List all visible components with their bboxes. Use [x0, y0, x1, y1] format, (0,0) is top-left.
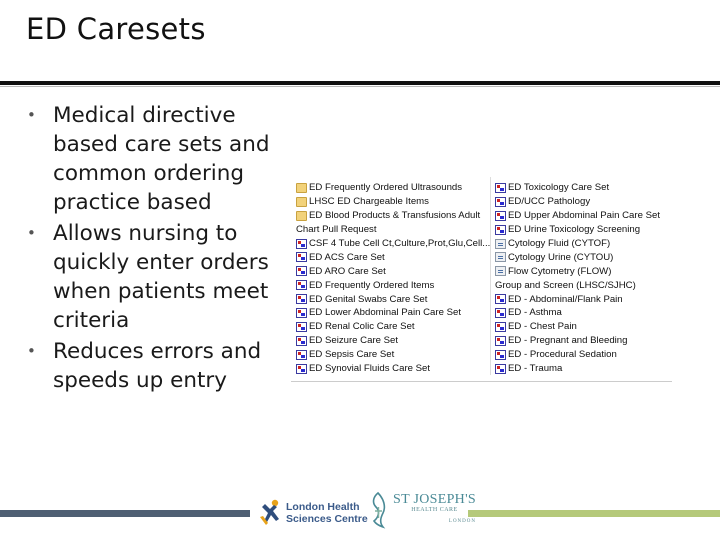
bullet-text: Medical directive based care sets and common ordering practice based	[53, 103, 270, 215]
careset-icon	[296, 322, 307, 332]
careset-item-label: ED Genital Swabs Care Set	[309, 293, 428, 305]
careset-item[interactable]	[296, 334, 490, 348]
careset-item[interactable]	[495, 223, 671, 237]
careset-item-label: ED - Trauma	[508, 363, 563, 375]
careset-item-label: LHSC ED Chargeable Items	[309, 196, 429, 208]
bullet-dot-icon: •	[27, 342, 36, 360]
careset-icon	[495, 211, 506, 221]
careset-item-label: ED Renal Colic Care Set	[309, 321, 415, 333]
careset-icon	[296, 252, 307, 262]
sjhc-logo	[367, 490, 476, 530]
careset-item[interactable]	[296, 320, 490, 334]
sjhc-figure-icon	[367, 491, 389, 529]
careset-item[interactable]	[495, 320, 671, 334]
careset-item-label: ED - Procedural Sedation	[508, 349, 617, 361]
careset-icon	[296, 350, 307, 360]
careset-item[interactable]	[296, 223, 490, 237]
careset-icon	[495, 336, 506, 346]
careset-item-label: Chart Pull Request	[296, 224, 377, 236]
careset-list-right	[495, 181, 671, 375]
bullet-list	[24, 101, 294, 397]
careset-item[interactable]	[296, 250, 490, 264]
careset-icon	[495, 225, 506, 235]
careset-item-label: ED ACS Care Set	[309, 251, 385, 263]
careset-item-label: ED - Pregnant and Bleeding	[508, 335, 628, 347]
careset-item-label: ED - Asthma	[508, 307, 562, 319]
careset-item[interactable]	[495, 237, 671, 251]
careset-item[interactable]	[296, 278, 490, 292]
careset-item-label: ED Lower Abdominal Pain Care Set	[309, 307, 461, 319]
careset-item-label: ED Toxicology Care Set	[508, 182, 610, 194]
careset-icon	[296, 308, 307, 318]
careset-icon	[495, 308, 506, 318]
careset-item-label: ED Seizure Care Set	[309, 335, 399, 347]
bullet-item	[24, 219, 294, 335]
order-icon	[495, 252, 506, 262]
careset-item[interactable]	[495, 362, 671, 376]
careset-icon	[495, 294, 506, 304]
sjhc-wordmark	[393, 491, 476, 527]
careset-item[interactable]	[296, 209, 490, 223]
careset-icon	[296, 239, 307, 249]
careset-item[interactable]	[495, 264, 671, 278]
careset-icon	[495, 322, 506, 332]
bullet-text: Reduces errors and speeds up entry	[53, 339, 262, 393]
careset-item[interactable]	[495, 278, 671, 292]
careset-item[interactable]	[495, 250, 671, 264]
careset-icon	[296, 336, 307, 346]
careset-item[interactable]	[296, 237, 490, 251]
careset-item[interactable]	[296, 292, 490, 306]
careset-item-label: ED ARO Care Set	[309, 265, 386, 277]
bullet-item	[24, 101, 294, 217]
order-icon	[495, 266, 506, 276]
careset-item[interactable]	[296, 306, 490, 320]
bullet-dot-icon: •	[27, 224, 36, 242]
careset-icon	[296, 294, 307, 304]
folder-icon	[296, 211, 307, 221]
title-underline-thin	[0, 86, 720, 87]
careset-icon	[495, 350, 506, 360]
footer-bar-left	[0, 510, 250, 517]
careset-item-label: Cytology Urine (CYTOU)	[508, 251, 614, 263]
caresets-screenshot-panel	[291, 177, 672, 382]
order-icon	[495, 239, 506, 249]
careset-item-label: ED Upper Abdominal Pain Care Set	[508, 210, 660, 222]
careset-item-label: ED/UCC Pathology	[508, 196, 591, 208]
sjhc-city: LONDON	[448, 518, 476, 524]
lhsc-figure-icon	[258, 499, 282, 527]
careset-item-label: ED Blood Products & Transfusions Adult	[309, 210, 481, 222]
careset-item-label: ED - Abdominal/Flank Pain	[508, 293, 623, 305]
title-underline	[0, 81, 720, 85]
careset-item[interactable]	[296, 362, 490, 376]
careset-item[interactable]	[296, 348, 490, 362]
folder-icon	[296, 183, 307, 193]
careset-icon	[495, 197, 506, 207]
sjhc-subtitle: HEALTH CARE	[411, 506, 458, 513]
careset-item-label: ED Synovial Fluids Care Set	[309, 363, 431, 375]
careset-icon	[296, 364, 307, 374]
careset-item-label: Group and Screen (LHSC/SJHC)	[495, 279, 636, 291]
slide-title: ED Caresets	[26, 12, 206, 46]
lhsc-line2: Sciences Centre	[286, 513, 368, 525]
lhsc-line1: London Health	[286, 501, 360, 513]
bullet-item	[24, 337, 294, 395]
footer-bar-right	[468, 510, 720, 517]
careset-item[interactable]	[495, 306, 671, 320]
careset-item[interactable]	[296, 195, 490, 209]
careset-item[interactable]	[296, 264, 490, 278]
careset-item[interactable]	[495, 348, 671, 362]
bullet-text: Allows nursing to quickly enter orders when patients meet criteria	[53, 221, 269, 333]
column-divider	[490, 177, 491, 375]
careset-item[interactable]	[495, 292, 671, 306]
careset-item[interactable]	[296, 181, 490, 195]
careset-item[interactable]	[495, 209, 671, 223]
lhsc-logo	[258, 496, 368, 530]
careset-icon	[495, 183, 506, 193]
careset-list-left	[296, 181, 490, 375]
careset-icon	[495, 364, 506, 374]
folder-icon	[296, 197, 307, 207]
careset-item-label: ED Urine Toxicology Screening	[508, 224, 641, 236]
careset-item-label: ED Sepsis Care Set	[309, 349, 395, 361]
careset-item-label: Flow Cytometry (FLOW)	[508, 265, 612, 277]
careset-item[interactable]	[495, 334, 671, 348]
careset-icon	[296, 280, 307, 290]
careset-item[interactable]	[495, 195, 671, 209]
careset-item-label: ED - Chest Pain	[508, 321, 577, 333]
careset-icon	[296, 266, 307, 276]
lhsc-wordmark	[286, 501, 368, 525]
careset-item-label: CSF 4 Tube Cell Ct,Culture,Prot,Glu,Cell...	[309, 238, 490, 249]
sjhc-name: ST JOSEPH'S	[393, 491, 476, 507]
bullet-dot-icon: •	[27, 106, 36, 124]
careset-item-label: Cytology Fluid (CYTOF)	[508, 238, 611, 249]
careset-item[interactable]	[495, 181, 671, 195]
careset-item-label: ED Frequently Ordered Ultrasounds	[309, 182, 463, 194]
careset-item-label: ED Frequently Ordered Items	[309, 279, 435, 291]
